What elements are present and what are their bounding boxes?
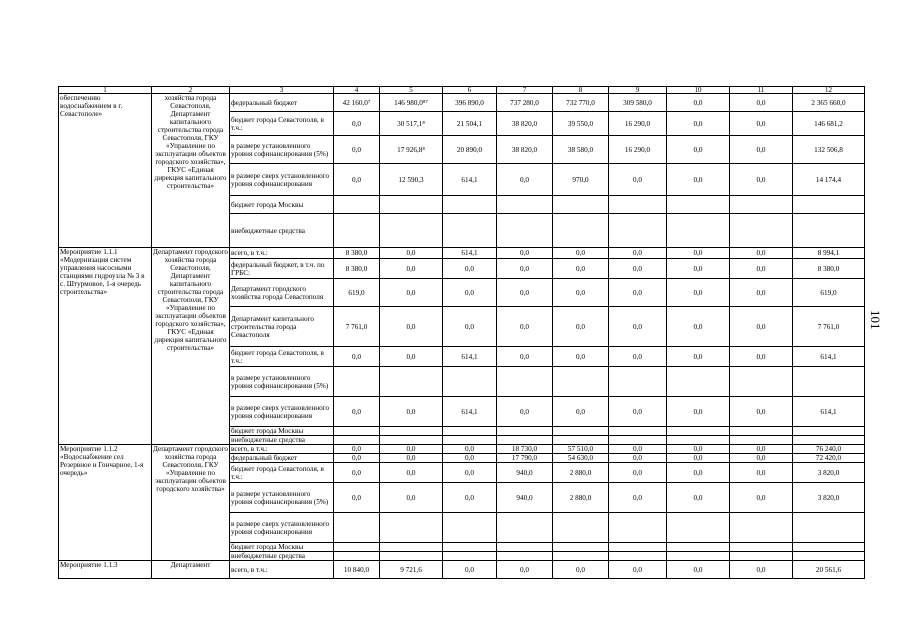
- value-cell: 0,0: [667, 112, 730, 136]
- total-value-cell: [793, 214, 865, 248]
- total-value-cell: 7 761,0: [793, 307, 865, 347]
- total-value-cell: [793, 513, 865, 543]
- total-value-cell: [793, 552, 865, 561]
- value-cell: [334, 552, 380, 561]
- value-cell: 0,0: [609, 307, 667, 347]
- value-cell: 0,0: [553, 279, 609, 307]
- value-cell: [380, 214, 443, 248]
- value-cell: 0,0: [497, 248, 553, 259]
- value-cell: 0,0: [730, 248, 793, 259]
- value-cell: [443, 196, 497, 214]
- total-value-cell: 132 506,8: [793, 136, 865, 164]
- header-cell: 4: [334, 87, 380, 94]
- value-cell: [380, 196, 443, 214]
- value-cell: 0,0: [730, 561, 793, 579]
- value-cell: 0,0: [730, 397, 793, 427]
- value-cell: [497, 427, 553, 436]
- value-cell: 0,0: [667, 248, 730, 259]
- total-value-cell: 14 174,4: [793, 164, 865, 196]
- funding-source-cell: в размере сверх установленного уровня софинансирования: [230, 397, 334, 427]
- total-value-cell: [793, 436, 865, 445]
- total-value-cell: 619,0: [793, 279, 865, 307]
- value-cell: 38 580,0: [553, 136, 609, 164]
- measure-name-cell: Мероприятие 1.1.3: [59, 561, 152, 579]
- value-cell: 0,0: [443, 307, 497, 347]
- value-cell: 0,0: [334, 445, 380, 454]
- value-cell: [730, 214, 793, 248]
- value-cell: [609, 427, 667, 436]
- value-cell: 0,0: [667, 307, 730, 347]
- value-cell: 0,0: [730, 164, 793, 196]
- funding-source-cell: бюджет города Севастополя, в т.ч.:: [230, 347, 334, 367]
- funding-source-cell: федеральный бюджет: [230, 454, 334, 463]
- value-cell: [667, 543, 730, 552]
- value-cell: [553, 513, 609, 543]
- header-cell: 8: [553, 87, 609, 94]
- header-cell: 3: [230, 87, 334, 94]
- value-cell: 0,0: [334, 347, 380, 367]
- value-cell: 0,0: [334, 397, 380, 427]
- executor-cell: Департамент городского хозяйства города Севастополя, ГКУ «Управление по эксплуатации объектов городского хозяйства»: [152, 445, 230, 561]
- value-cell: [334, 427, 380, 436]
- value-cell: 0,0: [443, 259, 497, 279]
- value-cell: 0,0: [334, 483, 380, 513]
- value-cell: 39 550,0: [553, 112, 609, 136]
- value-cell: 146 980,0⁸⁷: [380, 94, 443, 112]
- value-cell: 42 160,0⁷: [334, 94, 380, 112]
- executor-cell: Департамент: [152, 561, 230, 579]
- header-cell: 7: [497, 87, 553, 94]
- value-cell: 0,0: [609, 279, 667, 307]
- value-cell: 940,0: [497, 483, 553, 513]
- value-cell: [497, 367, 553, 397]
- executor-cell: хозяйства города Севастополя, Департамент капитального строительства города Севастополя, ГКУ «Управление по эксплуатации объектов городского хозяйства», ГКУС «Единая дирекция капитального строительства»: [152, 94, 230, 248]
- value-cell: 0,0: [730, 483, 793, 513]
- value-cell: 0,0: [380, 248, 443, 259]
- value-cell: [609, 436, 667, 445]
- total-value-cell: [793, 367, 865, 397]
- value-cell: [667, 427, 730, 436]
- funding-source-cell: всего, в т.ч.:: [230, 561, 334, 579]
- value-cell: 0,0: [667, 259, 730, 279]
- value-cell: [334, 367, 380, 397]
- value-cell: [667, 214, 730, 248]
- value-cell: [609, 552, 667, 561]
- total-value-cell: [793, 196, 865, 214]
- value-cell: [443, 543, 497, 552]
- value-cell: 0,0: [443, 279, 497, 307]
- value-cell: [667, 196, 730, 214]
- total-value-cell: 8 994,1: [793, 248, 865, 259]
- funding-source-cell: внебюджетные средства: [230, 436, 334, 445]
- value-cell: 0,0: [380, 397, 443, 427]
- total-value-cell: 3 820,0: [793, 463, 865, 483]
- value-cell: 0,0: [443, 561, 497, 579]
- value-cell: 0,0: [380, 483, 443, 513]
- value-cell: 0,0: [380, 463, 443, 483]
- value-cell: 0,0: [553, 259, 609, 279]
- measure-name-cell: обеспечению водоснабжением в г. Севастополе»: [59, 94, 152, 248]
- value-cell: 0,0: [667, 483, 730, 513]
- value-cell: [553, 552, 609, 561]
- value-cell: [443, 552, 497, 561]
- value-cell: [334, 436, 380, 445]
- header-cell: 11: [730, 87, 793, 94]
- value-cell: 0,0: [497, 307, 553, 347]
- value-cell: 0,0: [730, 347, 793, 367]
- value-cell: [730, 196, 793, 214]
- value-cell: 9 721,6: [380, 561, 443, 579]
- value-cell: 0,0: [730, 454, 793, 463]
- funding-source-cell: Департамент городского хозяйства города Севастополя: [230, 279, 334, 307]
- value-cell: 8 380,0: [334, 259, 380, 279]
- funding-source-cell: федеральный бюджет: [230, 94, 334, 112]
- value-cell: 0,0: [497, 397, 553, 427]
- funding-source-cell: бюджет города Москвы: [230, 427, 334, 436]
- value-cell: [334, 214, 380, 248]
- page-number: 101: [868, 310, 883, 330]
- measure-name-cell: Мероприятие 1.1.1 «Модернизация систем управления насосными станциями гидроузла № 3 в с. Штурмовое, 1-я очередь строительства»: [59, 248, 152, 445]
- value-cell: [380, 427, 443, 436]
- value-cell: 0,0: [667, 561, 730, 579]
- value-cell: 0,0: [667, 164, 730, 196]
- value-cell: 0,0: [730, 259, 793, 279]
- value-cell: [443, 513, 497, 543]
- value-cell: 0,0: [667, 397, 730, 427]
- value-cell: [380, 436, 443, 445]
- header-cell: 12: [793, 87, 865, 94]
- total-value-cell: 146 681,2: [793, 112, 865, 136]
- value-cell: 0,0: [497, 259, 553, 279]
- value-cell: 737 280,0: [497, 94, 553, 112]
- funding-source-cell: бюджет города Москвы: [230, 196, 334, 214]
- value-cell: [667, 513, 730, 543]
- value-cell: [553, 214, 609, 248]
- value-cell: [730, 513, 793, 543]
- total-value-cell: 2 365 660,0: [793, 94, 865, 112]
- value-cell: 0,0: [667, 94, 730, 112]
- value-cell: 970,0: [553, 164, 609, 196]
- value-cell: [380, 543, 443, 552]
- value-cell: [609, 367, 667, 397]
- value-cell: [497, 214, 553, 248]
- value-cell: 0,0: [609, 248, 667, 259]
- value-cell: [730, 543, 793, 552]
- value-cell: 0,0: [553, 347, 609, 367]
- header-cell: 1: [59, 87, 152, 94]
- value-cell: [443, 367, 497, 397]
- value-cell: 0,0: [609, 347, 667, 367]
- value-cell: 619,0: [334, 279, 380, 307]
- measure-name-cell: Мероприятие 1.1.2 «Водоснабжение сел Резервное и Гончарное, 1-я очередь»: [59, 445, 152, 561]
- value-cell: 0,0: [553, 561, 609, 579]
- value-cell: [443, 214, 497, 248]
- value-cell: 0,0: [553, 397, 609, 427]
- header-cell: 9: [609, 87, 667, 94]
- value-cell: [609, 513, 667, 543]
- value-cell: [553, 196, 609, 214]
- table-row: [59, 94, 865, 112]
- value-cell: 0,0: [380, 347, 443, 367]
- value-cell: 2 880,0: [553, 483, 609, 513]
- value-cell: 0,0: [443, 463, 497, 483]
- value-cell: [667, 436, 730, 445]
- value-cell: 0,0: [380, 307, 443, 347]
- value-cell: 21 504,1: [443, 112, 497, 136]
- value-cell: 0,0: [553, 248, 609, 259]
- value-cell: 0,0: [443, 445, 497, 454]
- value-cell: [553, 367, 609, 397]
- value-cell: 54 630,0: [553, 454, 609, 463]
- value-cell: 940,0: [497, 463, 553, 483]
- value-cell: [730, 552, 793, 561]
- value-cell: [497, 543, 553, 552]
- value-cell: [334, 196, 380, 214]
- value-cell: 0,0: [667, 136, 730, 164]
- funding-source-cell: бюджет города Севастополя, в т.ч.:: [230, 463, 334, 483]
- value-cell: [730, 367, 793, 397]
- value-cell: [553, 543, 609, 552]
- executor-cell: Департамент городского хозяйства города Севастополя, Департамент капитального строительства города Севастополя, ГКУ «Управление по эксплуатации объектов городского хозяйства», ГКУС «Единая дирекция капитального строительства»: [152, 248, 230, 445]
- value-cell: 732 770,0: [553, 94, 609, 112]
- funding-source-cell: бюджет города Севастополя, в т.ч.:: [230, 112, 334, 136]
- funding-source-cell: всего, в т.ч.:: [230, 445, 334, 454]
- value-cell: 10 840,0: [334, 561, 380, 579]
- total-value-cell: 8 380,0: [793, 259, 865, 279]
- value-cell: [667, 552, 730, 561]
- value-cell: 0,0: [730, 445, 793, 454]
- value-cell: 0,0: [380, 445, 443, 454]
- value-cell: 57 510,0: [553, 445, 609, 454]
- total-value-cell: 72 420,0: [793, 454, 865, 463]
- value-cell: 0,0: [730, 112, 793, 136]
- value-cell: 614,1: [443, 248, 497, 259]
- header-cell: 6: [443, 87, 497, 94]
- value-cell: 0,0: [609, 561, 667, 579]
- value-cell: 396 890,0: [443, 94, 497, 112]
- value-cell: 0,0: [380, 279, 443, 307]
- total-value-cell: 76 240,0: [793, 445, 865, 454]
- value-cell: 38 820,0: [497, 136, 553, 164]
- value-cell: 12 590,3: [380, 164, 443, 196]
- value-cell: 0,0: [497, 164, 553, 196]
- value-cell: [730, 436, 793, 445]
- total-value-cell: [793, 543, 865, 552]
- value-cell: [730, 427, 793, 436]
- table-row: [59, 445, 865, 454]
- value-cell: 0,0: [667, 463, 730, 483]
- value-cell: 0,0: [667, 347, 730, 367]
- value-cell: 0,0: [730, 279, 793, 307]
- total-value-cell: 614,1: [793, 347, 865, 367]
- value-cell: 0,0: [443, 454, 497, 463]
- value-cell: [380, 367, 443, 397]
- header-cell: 10: [667, 87, 730, 94]
- total-value-cell: 614,1: [793, 397, 865, 427]
- value-cell: 0,0: [609, 483, 667, 513]
- value-cell: [443, 436, 497, 445]
- value-cell: 0,0: [553, 307, 609, 347]
- header-cell: 2: [152, 87, 230, 94]
- table-row: [59, 561, 865, 579]
- value-cell: 0,0: [497, 347, 553, 367]
- value-cell: 309 580,0: [609, 94, 667, 112]
- value-cell: 0,0: [609, 454, 667, 463]
- funding-source-cell: в размере сверх установленного уровня софинансирования: [230, 513, 334, 543]
- value-cell: 0,0: [730, 94, 793, 112]
- value-cell: [380, 513, 443, 543]
- table-row: [59, 248, 865, 259]
- value-cell: [443, 427, 497, 436]
- funding-source-cell: в размере сверх установленного уровня софинансирования: [230, 164, 334, 196]
- value-cell: 0,0: [730, 307, 793, 347]
- value-cell: [667, 367, 730, 397]
- value-cell: 7 761,0: [334, 307, 380, 347]
- value-cell: 0,0: [334, 454, 380, 463]
- value-cell: 0,0: [609, 463, 667, 483]
- value-cell: [609, 543, 667, 552]
- value-cell: [497, 513, 553, 543]
- value-cell: 614,1: [443, 397, 497, 427]
- value-cell: [334, 513, 380, 543]
- value-cell: [553, 436, 609, 445]
- value-cell: [497, 436, 553, 445]
- value-cell: 30 517,1⁸: [380, 112, 443, 136]
- value-cell: 0,0: [443, 483, 497, 513]
- funding-source-cell: внебюджетные средства: [230, 214, 334, 248]
- value-cell: 17 790,0: [497, 454, 553, 463]
- total-value-cell: 20 561,6: [793, 561, 865, 579]
- value-cell: 0,0: [609, 259, 667, 279]
- total-value-cell: 3 820,0: [793, 483, 865, 513]
- value-cell: 0,0: [609, 445, 667, 454]
- value-cell: 20 890,0: [443, 136, 497, 164]
- funding-source-cell: в размере установленного уровня софинансирования (5%): [230, 367, 334, 397]
- value-cell: 0,0: [667, 445, 730, 454]
- value-cell: 38 820,0: [497, 112, 553, 136]
- value-cell: 8 380,0: [334, 248, 380, 259]
- funding-source-cell: всего, в т.ч.:: [230, 248, 334, 259]
- header-cell: 5: [380, 87, 443, 94]
- total-value-cell: [793, 427, 865, 436]
- value-cell: [553, 427, 609, 436]
- value-cell: 0,0: [730, 136, 793, 164]
- value-cell: [497, 552, 553, 561]
- value-cell: 614,1: [443, 164, 497, 196]
- value-cell: 0,0: [334, 463, 380, 483]
- budget-table: [58, 86, 865, 579]
- value-cell: 16 290,0: [609, 136, 667, 164]
- value-cell: 0,0: [334, 164, 380, 196]
- value-cell: 0,0: [380, 259, 443, 279]
- value-cell: 17 926,8⁸: [380, 136, 443, 164]
- funding-source-cell: в размере установленного уровня софинансирования (5%): [230, 483, 334, 513]
- value-cell: 2 880,0: [553, 463, 609, 483]
- value-cell: [497, 196, 553, 214]
- value-cell: 0,0: [334, 112, 380, 136]
- value-cell: [609, 196, 667, 214]
- value-cell: 0,0: [667, 454, 730, 463]
- value-cell: 0,0: [334, 136, 380, 164]
- funding-source-cell: бюджет города Москвы: [230, 543, 334, 552]
- value-cell: 0,0: [609, 164, 667, 196]
- funding-source-cell: федеральный бюджет, в т.ч. по ГРБС:: [230, 259, 334, 279]
- header-row: [59, 87, 865, 94]
- value-cell: 0,0: [380, 454, 443, 463]
- value-cell: [609, 214, 667, 248]
- value-cell: 0,0: [609, 397, 667, 427]
- value-cell: 614,1: [443, 347, 497, 367]
- value-cell: 0,0: [667, 279, 730, 307]
- value-cell: 0,0: [730, 463, 793, 483]
- value-cell: 18 730,0: [497, 445, 553, 454]
- value-cell: 0,0: [497, 561, 553, 579]
- value-cell: 16 290,0: [609, 112, 667, 136]
- funding-source-cell: Департамент капитального строительства города Севастополя: [230, 307, 334, 347]
- value-cell: 0,0: [497, 279, 553, 307]
- value-cell: [380, 552, 443, 561]
- funding-source-cell: внебюджетные средства: [230, 552, 334, 561]
- value-cell: [334, 543, 380, 552]
- funding-source-cell: в размере установленного уровня софинансирования (5%): [230, 136, 334, 164]
